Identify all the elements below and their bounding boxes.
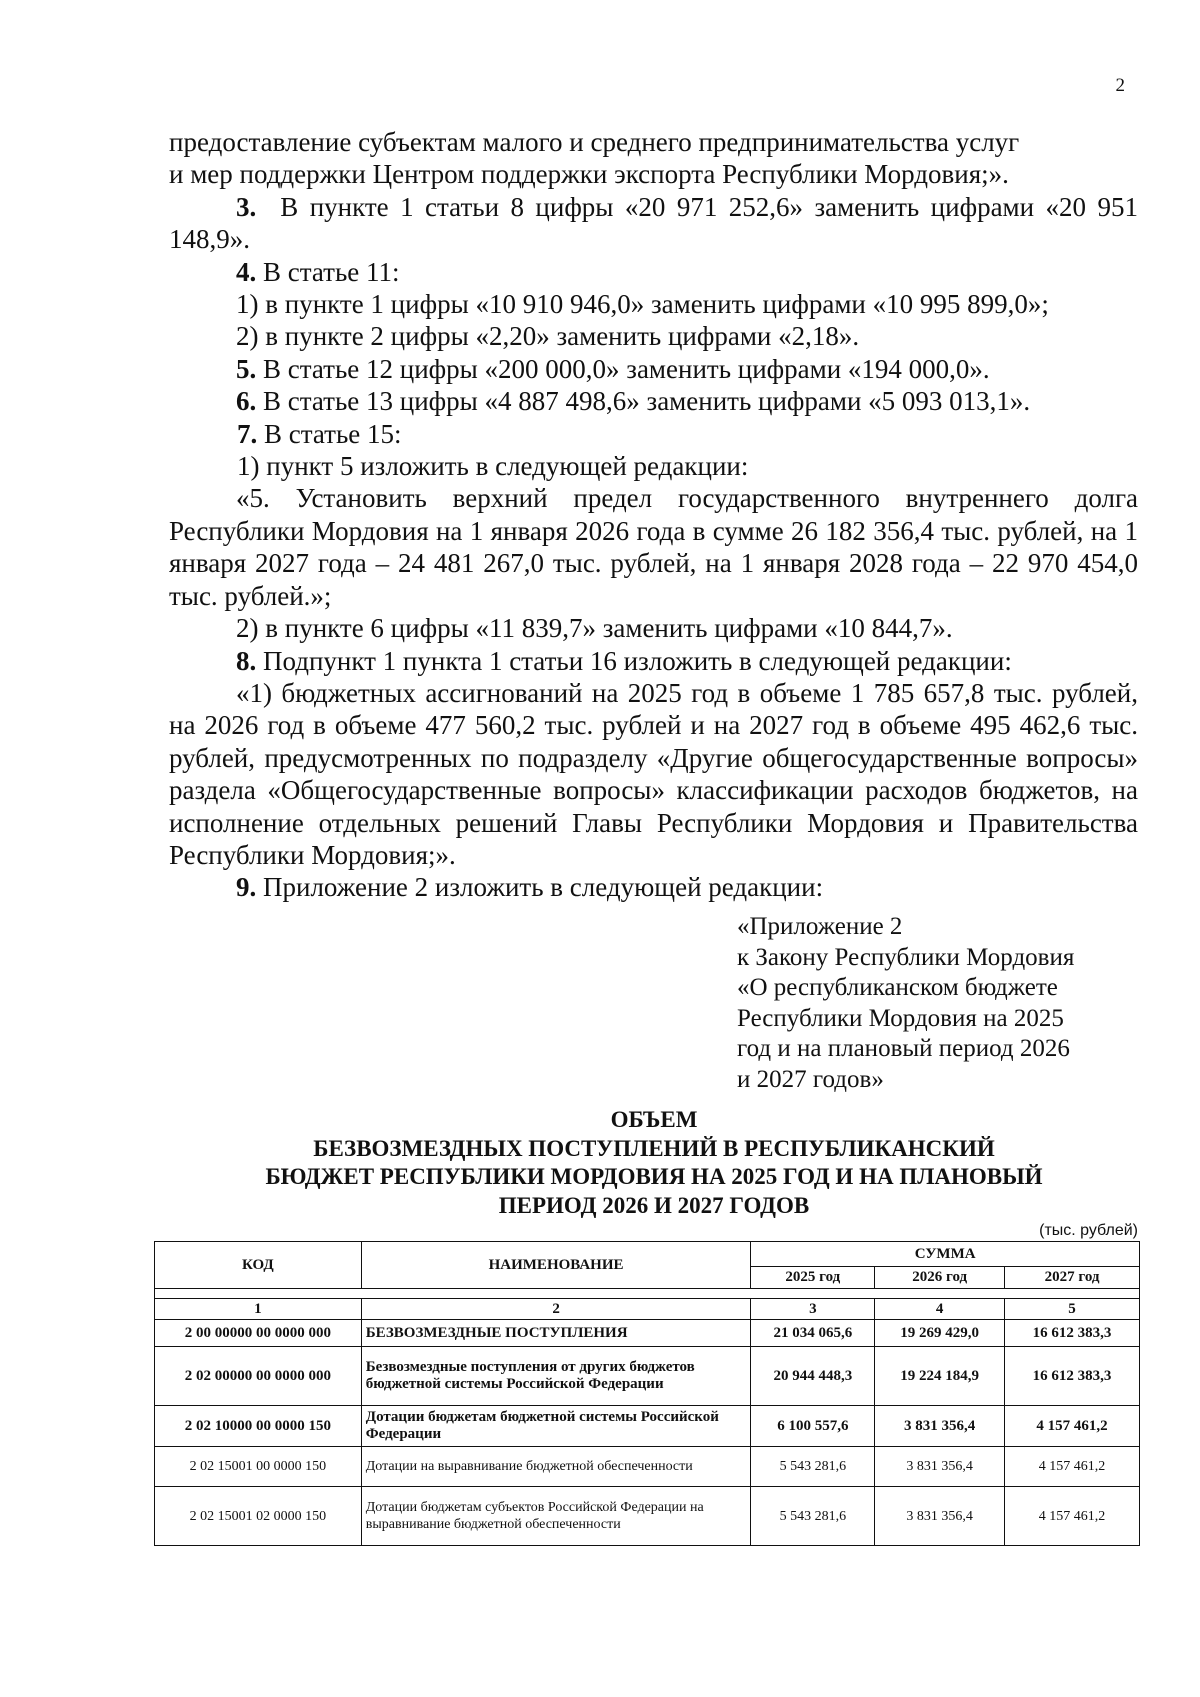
amendment-text <box>169 126 1138 904</box>
row-name: Безвозмездные поступления от других бюджетов бюджетной системы Российской Федерации <box>361 1347 751 1406</box>
appendix-heading <box>737 912 1137 1095</box>
paragraph-8-number: 8. <box>236 645 257 676</box>
table-row <box>155 1487 1140 1546</box>
header-2026: 2026 год <box>875 1267 1005 1289</box>
row-value-2027: 4 157 461,2 <box>1005 1447 1140 1487</box>
title-line: ПЕРИОД 2026 И 2027 ГОДОВ <box>498 1192 810 1218</box>
paragraph-9-number: 9. <box>236 872 257 903</box>
row-value-2025: 5 543 281,6 <box>751 1447 875 1487</box>
paragraph-6 <box>169 385 1138 417</box>
table-row <box>155 1406 1140 1447</box>
appendix-line: «О республиканском бюджете <box>737 974 1058 1001</box>
paragraph-7-item-1: 1) пункт 5 изложить в следующей редакции: <box>237 451 749 482</box>
table-header-row <box>155 1242 1140 1267</box>
paragraph-7 <box>169 418 1138 450</box>
row-value-2026: 19 224 184,9 <box>875 1347 1005 1406</box>
paragraph-4-item-1: 1) в пункте 1 цифры «10 910 946,0» заменить цифрами «10 995 899,0»; <box>236 289 1049 320</box>
row-name: Дотации бюджетам субъектов Российской Федерации на выравнивание бюджетной обеспеченности <box>361 1487 751 1546</box>
p1-line-2: и мер поддержки Центром поддержки экспорта Республики Мордовия;». <box>169 159 1009 190</box>
units-label: (тыс. рублей) <box>1039 1222 1138 1239</box>
header-sum: СУММА <box>751 1242 1140 1267</box>
row-code: 2 02 10000 00 0000 150 <box>155 1406 362 1447</box>
table-title <box>170 1106 1138 1220</box>
paragraph-6-number: 6. <box>236 386 257 417</box>
row-name: БЕЗВОЗМЕЗДНЫЕ ПОСТУПЛЕНИЯ <box>361 1320 751 1347</box>
paragraph-8 <box>169 645 1138 677</box>
row-value-2025: 6 100 557,6 <box>751 1406 875 1447</box>
row-value-2027: 4 157 461,2 <box>1005 1487 1140 1546</box>
paragraph-8-text: Подпункт 1 пункта 1 статьи 16 изложить в следующей редакции: <box>263 645 1012 676</box>
header-2025: 2025 год <box>751 1267 875 1289</box>
page-number: 2 <box>1115 75 1125 96</box>
paragraph-4-item-2: 2) в пункте 2 цифры «2,20» заменить цифрами «2,18». <box>236 321 860 352</box>
row-code: 2 00 00000 00 0000 000 <box>155 1320 362 1347</box>
row-value-2026: 3 831 356,4 <box>875 1406 1005 1447</box>
column-number: 2 <box>361 1299 751 1320</box>
paragraph-3 <box>169 191 1138 256</box>
paragraph-9 <box>169 871 1138 903</box>
paragraph-4 <box>169 256 1138 288</box>
paragraph-7-number: 7. <box>237 418 258 449</box>
paragraph-7-quote: «5. Установить верхний предел государственного внутреннего долга Республики Мордовия на 1 января 2026 года в сумме 26 182 356,4 тыс. рублей, на 1 января 2027 года – 24 481 267,0 тыс. рублей, на 1 января 2028 года – 22 970 454,0 тыс. рублей.»; <box>169 483 1138 611</box>
row-code: 2 02 15001 02 0000 150 <box>155 1487 362 1546</box>
column-number-row <box>155 1299 1140 1320</box>
header-2027: 2027 год <box>1005 1267 1140 1289</box>
paragraph-3-text: В пункте 1 статьи 8 цифры «20 971 252,6» заменить цифрами «20 951 148,9». <box>169 191 1138 255</box>
paragraph-5 <box>169 353 1138 385</box>
column-number: 3 <box>751 1299 875 1320</box>
table-row <box>155 1320 1140 1347</box>
row-value-2027: 16 612 383,3 <box>1005 1320 1140 1347</box>
paragraph-7-item-2: 2) в пункте 6 цифры «11 839,7» заменить цифрами «10 844,7». <box>236 613 953 644</box>
row-value-2026: 19 269 429,0 <box>875 1320 1005 1347</box>
title-line: ОБЪЕМ <box>610 1107 698 1132</box>
appendix-line: год и на плановый период 2026 <box>737 1035 1070 1062</box>
row-value-2027: 16 612 383,3 <box>1005 1347 1140 1406</box>
appendix-line: и 2027 годов» <box>737 1065 884 1093</box>
paragraph-4-number: 4. <box>236 256 257 287</box>
header-name: НАИМЕНОВАНИЕ <box>361 1242 751 1289</box>
row-value-2025: 21 034 065,6 <box>751 1320 875 1347</box>
row-value-2025: 20 944 448,3 <box>751 1347 875 1406</box>
appendix-line: к Закону Республики Мордовия <box>737 943 1075 971</box>
paragraph-4-text: В статье 11: <box>263 256 400 287</box>
paragraph-6-text: В статье 13 цифры «4 887 498,6» заменить цифрами «5 093 013,1». <box>263 386 1031 417</box>
row-name: Дотации бюджетам бюджетной системы Российской Федерации <box>361 1406 751 1447</box>
appendix-line: Республики Мордовия на 2025 <box>737 1004 1064 1032</box>
paragraph-2-end <box>169 126 1138 191</box>
header-code: КОД <box>155 1242 362 1289</box>
column-number: 5 <box>1005 1299 1140 1320</box>
column-number: 1 <box>155 1299 362 1320</box>
table-row <box>155 1347 1140 1406</box>
table-row <box>155 1447 1140 1487</box>
table-spacer <box>155 1289 1140 1299</box>
appendix-line: «Приложение 2 <box>737 913 903 940</box>
row-code: 2 02 15001 00 0000 150 <box>155 1447 362 1487</box>
title-line: БЮДЖЕТ РЕСПУБЛИКИ МОРДОВИЯ НА 2025 ГОД И НА ПЛАНОВЫЙ <box>265 1164 1043 1189</box>
paragraph-8-quote: «1) бюджетных ассигнований на 2025 год в объеме 1 785 657,8 тыс. рублей, на 2026 год в объеме 477 560,2 тыс. рублей и на 2027 год в объеме 495 462,6 тыс. рублей, предусмотренных по подразделу «Другие общегосударственные вопросы» раздела «Общегосударственные вопросы» классификации расходов бюджетов, на исполнение отдельных решений Главы Республики Мордовия и Правительства Республики Мордовия;». <box>169 677 1138 870</box>
title-line: БЕЗВОЗМЕЗДНЫХ ПОСТУПЛЕНИЙ В РЕСПУБЛИКАНСКИЙ <box>313 1135 995 1161</box>
row-value-2027: 4 157 461,2 <box>1005 1406 1140 1447</box>
row-code: 2 02 00000 00 0000 000 <box>155 1347 362 1406</box>
column-number: 4 <box>875 1299 1005 1320</box>
row-name: Дотации на выравнивание бюджетной обеспеченности <box>361 1447 751 1487</box>
p1-line-1: предоставление субъектам малого и среднего предпринимательства услуг <box>169 127 1020 157</box>
paragraph-5-text: В статье 12 цифры «200 000,0» заменить цифрами «194 000,0». <box>263 353 990 384</box>
paragraph-7-text: В статье 15: <box>264 418 402 449</box>
paragraph-9-text: Приложение 2 изложить в следующей редакции: <box>263 872 824 903</box>
row-value-2025: 5 543 281,6 <box>751 1487 875 1546</box>
row-value-2026: 3 831 356,4 <box>875 1487 1005 1546</box>
row-value-2026: 3 831 356,4 <box>875 1447 1005 1487</box>
paragraph-3-number: 3. <box>236 191 257 222</box>
paragraph-5-number: 5. <box>236 353 257 384</box>
budget-table <box>154 1241 1140 1546</box>
